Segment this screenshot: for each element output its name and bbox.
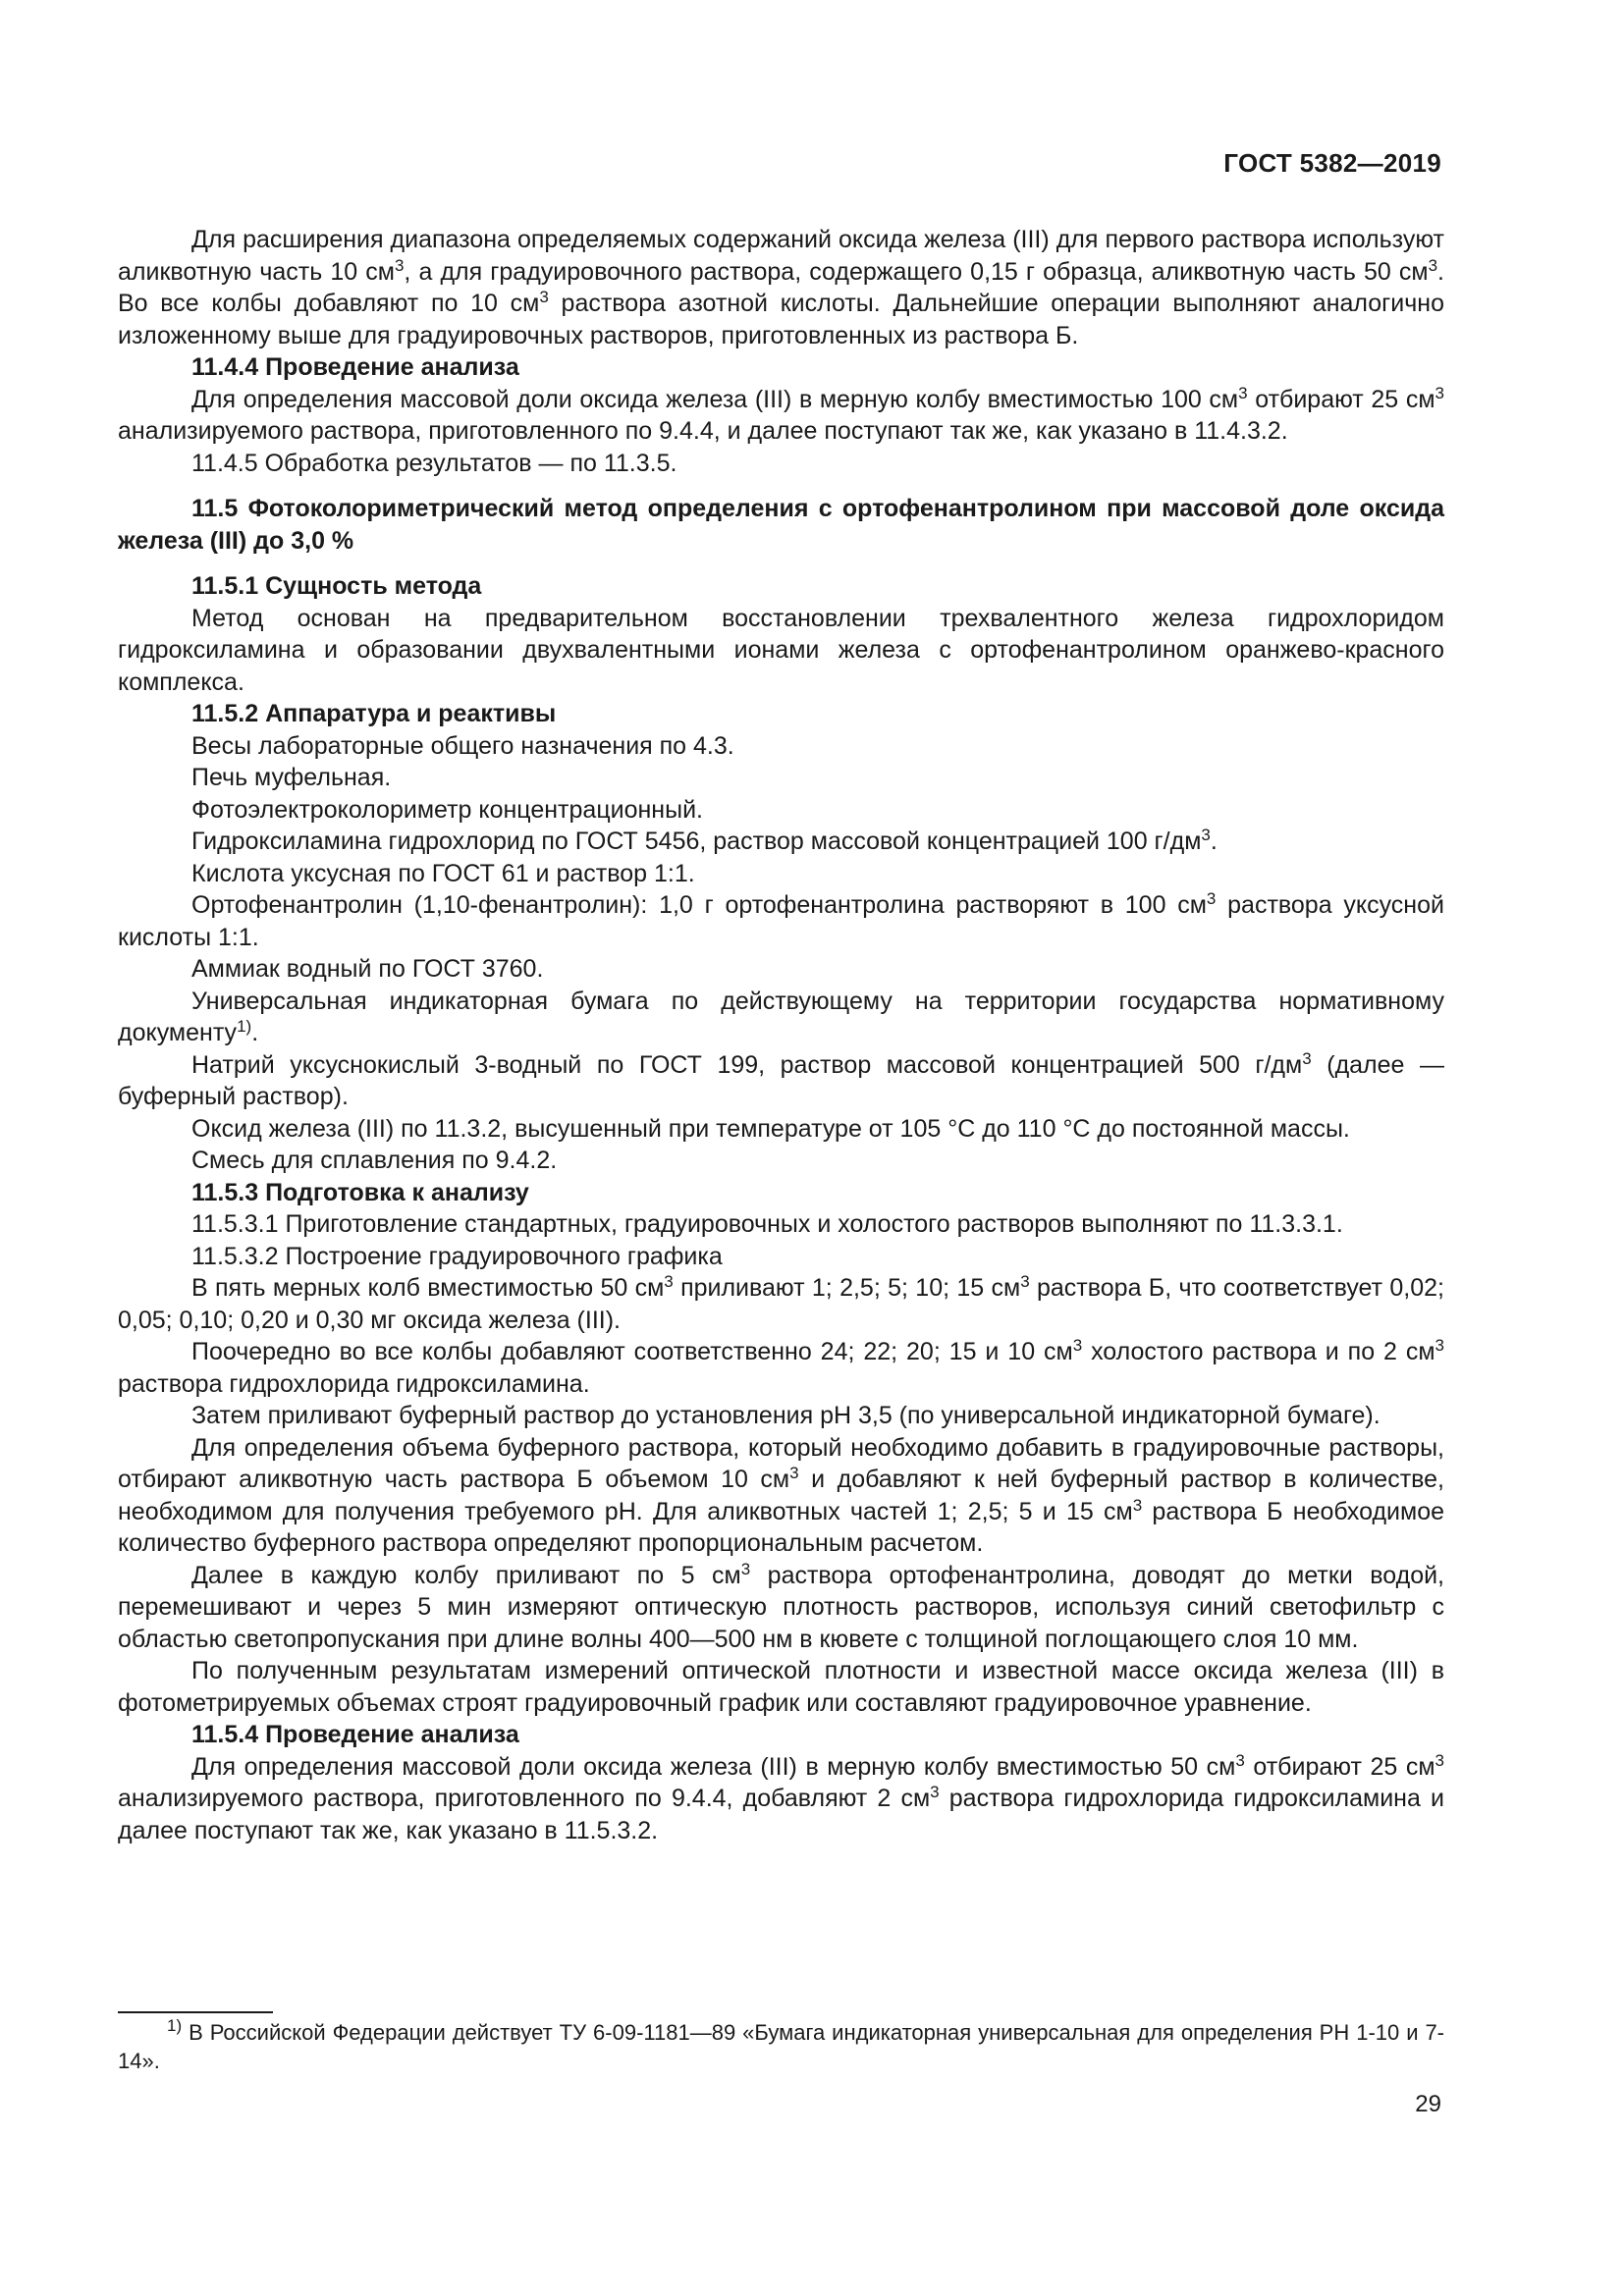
subsection-heading-11-5-1: 11.5.1 Сущность метода [191, 572, 482, 600]
superscript: 3 [930, 1783, 940, 1801]
list-item: Фотоэлектроколориметр концентрационный. [191, 795, 703, 824]
list-item: Аммиак водный по ГОСТ 3760. [191, 955, 544, 983]
paragraph: 11.5.3.1 Приготовление стандартных, градуировочных и холостого растворов выполняют по 11.3.3.1. [191, 1210, 1343, 1238]
subsection-heading-11-4-4: 11.4.4 Проведение анализа [191, 353, 519, 381]
paragraph: По полученным результатам измерений оптической плотности и известной массе оксида железа (III) в фотометрируемых объемах строят градуировочный график или составляют градуировочное уравнение. [118, 1657, 1444, 1717]
paragraph: Метод основан на предварительном восстановлении трехвалентного железа гидрохлоридом гидроксиламина и образовании двухвалентными ионами железа с ортофенантролином оранжево-красного комплекса. [118, 604, 1444, 696]
subsection-heading-11-5-2: 11.5.2 Аппаратура и реактивы [191, 700, 557, 727]
list-item: Печь муфельная. [191, 764, 392, 791]
main-text [118, 224, 1444, 1846]
superscript: 3 [1435, 1336, 1444, 1355]
superscript: 3 [740, 1559, 751, 1578]
superscript: 3 [664, 1272, 674, 1291]
list-item: Смесь для сплавления по 9.4.2. [191, 1147, 558, 1174]
superscript: 3 [1020, 1272, 1030, 1291]
page-number: 29 [1415, 2091, 1441, 2117]
list-item: Универсальная индикаторная бумага по действующему на территории государства нормативному документу$^{1)}$. [118, 987, 1444, 1046]
superscript: 3 [1238, 383, 1248, 402]
paragraph: 11.5.3.2 Построение градуировочного графика [191, 1242, 723, 1270]
paragraph: Затем приливают буферный раствор до установления pH 3,5 (по универсальной индикаторной бумаге). [191, 1402, 1380, 1429]
superscript: 3 [1435, 383, 1444, 402]
superscript: 3 [1428, 255, 1438, 275]
footnote: $^{1)}$ В Российской Федерации действует ТУ 6-09-1181—89 «Бумага индикаторная универсальная для определения РН 1-10 и 7-14». [118, 2016, 1444, 2073]
paragraph: Поочередно во все колбы добавляют соответственно 24; 22; 20; 15 и 10 $см^3$ холостого раствора и по 2 $см^3$ раствора гидрохлорида гидроксиламина. [118, 1336, 1444, 1398]
list-item: Натрий уксуснокислый 3-водный по ГОСТ 199, раствор массовой концентрацией 500 $г/дм^3$ (далее — буферный раствор). [118, 1048, 1445, 1110]
paragraph: В пять мерных колб вместимостью 50 $см^3$ приливают 1; 2,5; 5; 10; 15 $см^3$ раствора Б, что соответствует 0,02; 0,05; 0,10; 0,20 и 0,30 мг оксида железа (III). [118, 1272, 1444, 1334]
subsection-heading-11-5-4: 11.5.4 Проведение анализа [191, 1721, 519, 1748]
superscript: 3 [789, 1464, 799, 1482]
superscript: 3 [1302, 1048, 1312, 1068]
superscript: 3 [1201, 826, 1211, 844]
paragraph: 11.4.5 Обработка результатов — по 11.3.5. [191, 449, 677, 477]
paragraph: Для определения массовой доли оксида железа (III) в мерную колбу вместимостью 100 $см^3$ отбирают 25 $см^3$ анализируемого раствора, приготовленного по 9.4.4, и далее поступают так же, как указано в 11.4.3.2. [118, 383, 1444, 445]
superscript: 1) [167, 2016, 183, 2035]
superscript: 3 [1235, 1750, 1245, 1770]
paragraph: Далее в каждую колбу приливают по 5 $см^3$ раствора ортофенантролина, доводят до метки водой, перемешивают и через 5 мин измеряют оптическую плотность растворов, используя синий светофильтр с областью светопропускания при длине волны 400—500 нм в кювете с толщиной поглощающего слоя 10 мм. [118, 1559, 1445, 1653]
superscript: 3 [1206, 889, 1217, 908]
list-item: Кислота уксусная по ГОСТ 61 и раствор 1:1. [191, 859, 695, 887]
list-item: Ортофенантролин (1,10-фенантролин): 1,0 г ортофенантролина растворяют в 100 $см^3$ раствора уксусной кислоты 1:1. [118, 889, 1444, 951]
superscript: 3 [1132, 1495, 1143, 1515]
superscript: 3 [539, 288, 549, 306]
paragraph: Для определения объема буферного раствора, который необходимо добавить в градуировочные растворы, отбирают аликвотную часть раствора Б объемом 10 $см^3$ и добавляют к ней буферный раствор в количестве, необходимом для получения требуемого pH. Для аликвотных частей 1; 2,5; 5 и 15 $см^3$ раствора Б необходимое количество буферного раствора определяют пропорциональным расчетом. [118, 1433, 1445, 1557]
superscript: 3 [1435, 1750, 1444, 1770]
subsection-heading-11-5-3: 11.5.3 Подготовка к анализу [191, 1178, 529, 1206]
section-heading-11-5: 11.5 Фотоколориметрический метод определения с ортофенантролином при массовой доле оксида железа (III) до 3,0 % [118, 495, 1444, 555]
paragraph: Для расширения диапазона определяемых содержаний оксида железа (III) для первого раствора используют аликвотную часть 10 $см^3$, а для градуировочного раствора, содержащего 0,15 г образца, аликвотную часть 50 $см^3$. Во все колбы добавляют по 10 $см^3$ раствора азотной кислоты. Дальнейшие операции выполняют аналогично изложенному выше для градуировочных растворов, приготовленных из раствора Б. [118, 226, 1444, 349]
list-item: Весы лабораторные общего назначения по 4.3. [191, 731, 734, 760]
paragraph: Для определения массовой доли оксида железа (III) в мерную колбу вместимостью 50 $см^3$ отбирают 25 $см^3$ анализируемого раствора, приготовленного по 9.4.4, добавляют 2 $см^3$ раствора гидрохлорида гидроксиламина и далее поступают так же, как указано в 11.5.3.2. [118, 1750, 1444, 1844]
footnote-divider [118, 2011, 273, 2013]
superscript: 3 [1072, 1336, 1083, 1355]
superscript: 1) [237, 1017, 252, 1036]
document-code-header: ГОСТ 5382—2019 [1223, 148, 1441, 178]
list-item: Гидроксиламина гидрохлорид по ГОСТ 5456, раствор массовой концентрацией 100 $г/дм^3$. [191, 826, 1218, 855]
list-item: Оксид железа (III) по 11.3.2, высушенный при температуре от 105 °С до 110 °С до постоянной массы. [191, 1114, 1350, 1143]
superscript: 3 [394, 255, 405, 275]
